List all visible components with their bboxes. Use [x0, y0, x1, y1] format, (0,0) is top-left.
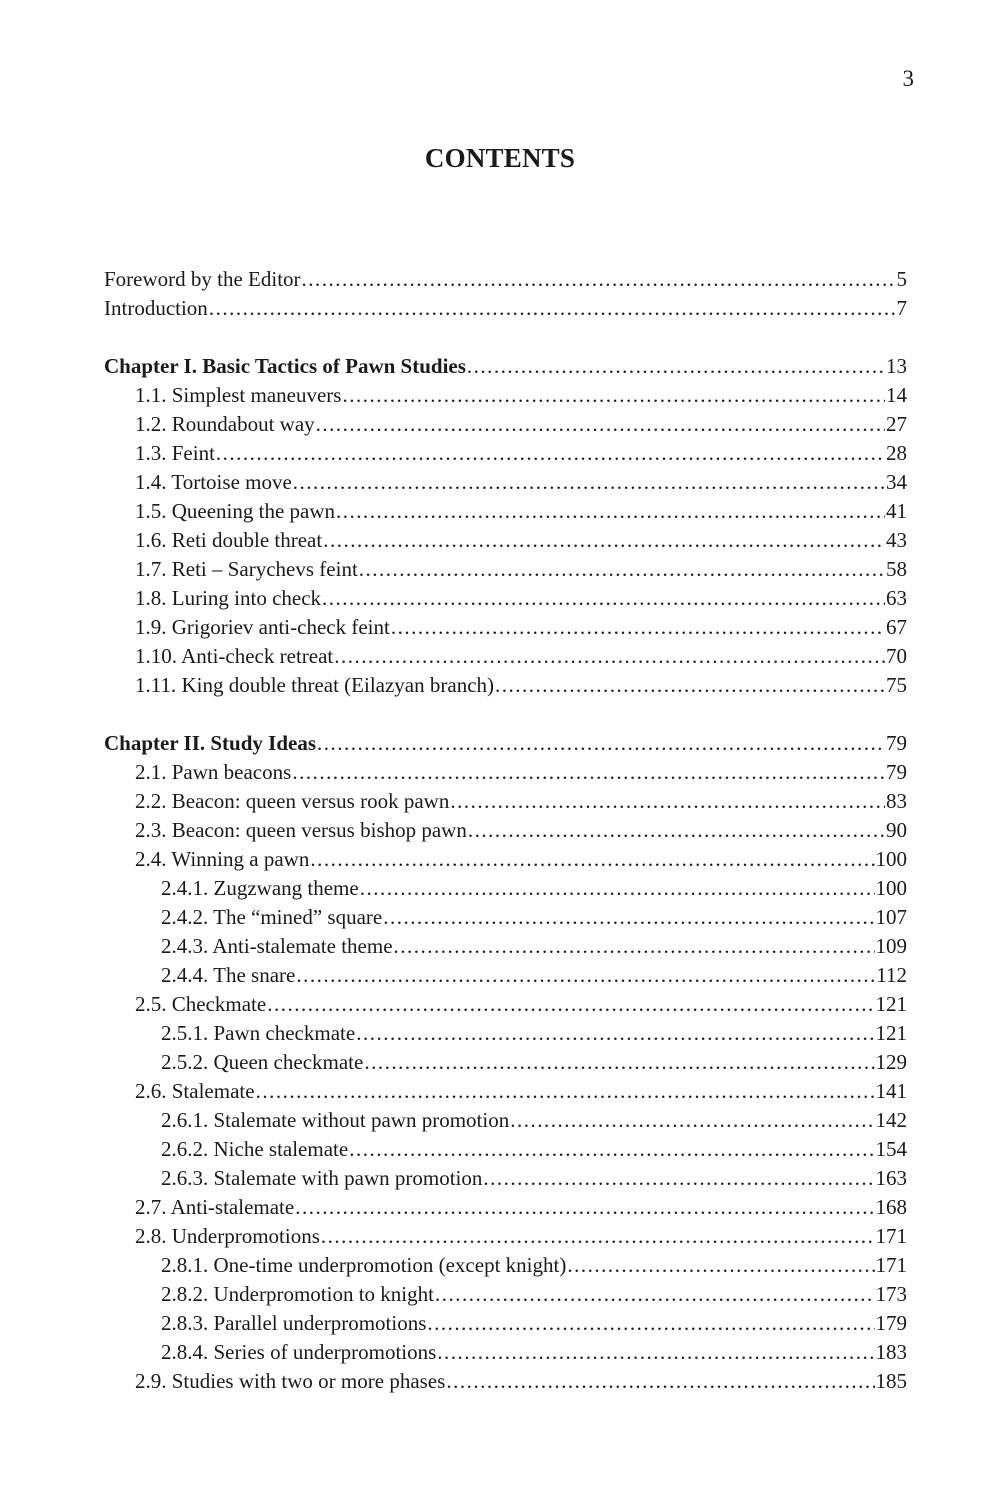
- dot-leader: [334, 642, 885, 671]
- dot-leader: [336, 497, 885, 526]
- toc-entry-page: 90: [886, 818, 907, 842]
- toc-entry-label: 1.3. Feint: [135, 441, 215, 465]
- toc-entry-page: 112: [876, 963, 907, 987]
- toc-entry-page: 34: [886, 470, 907, 494]
- toc-entry: [104, 874, 907, 903]
- toc-entry-page: 173: [875, 1282, 907, 1306]
- toc-entry: [104, 932, 907, 961]
- toc-entry: [104, 555, 907, 584]
- toc-entry-page: 28: [886, 441, 907, 465]
- toc-entry: [104, 1338, 907, 1367]
- dot-leader: [302, 265, 896, 294]
- dot-leader: [446, 1367, 874, 1396]
- toc-entry-label: Chapter I. Basic Tactics of Pawn Studies: [104, 354, 466, 378]
- toc-entry: [104, 497, 907, 526]
- toc-entry-label: 2.3. Beacon: queen versus bishop pawn: [135, 818, 467, 842]
- toc-entry-page: 67: [886, 615, 907, 639]
- toc-entry: [104, 990, 907, 1019]
- toc-entry: [104, 1222, 907, 1251]
- toc-entry-label: 2.4.1. Zugzwang theme: [161, 876, 359, 900]
- toc-entry-label: 2.1. Pawn beacons: [135, 760, 292, 784]
- page-number: 3: [902, 66, 914, 91]
- dot-leader: [567, 1251, 874, 1280]
- toc-entry: [104, 468, 907, 497]
- dot-leader: [349, 1135, 874, 1164]
- toc-entry-label: 2.5.1. Pawn checkmate: [161, 1021, 356, 1045]
- toc-entry-label: 2.4.4. The snare: [161, 963, 296, 987]
- dot-leader: [267, 990, 874, 1019]
- toc-entry: [104, 642, 907, 671]
- toc-entry-label: 2.5. Checkmate: [135, 992, 267, 1016]
- toc-entry-page: 185: [875, 1369, 907, 1393]
- table-of-contents: [104, 265, 907, 1396]
- dot-leader: [483, 1164, 874, 1193]
- toc-entry-page: 79: [886, 760, 907, 784]
- toc-entry-label: 2.6.1. Stalemate without pawn promotion: [161, 1108, 510, 1132]
- toc-entry-page: 171: [875, 1224, 907, 1248]
- toc-entry-label: 2.4.2. The “mined” square: [161, 905, 383, 929]
- dot-leader: [394, 932, 875, 961]
- toc-entry-label: 2.4. Winning a pawn: [135, 847, 310, 871]
- toc-entry-page: 79: [886, 731, 907, 755]
- toc-entry-label: 2.7. Anti-stalemate: [135, 1195, 295, 1219]
- toc-entry-label: Introduction: [104, 296, 208, 320]
- dot-leader: [296, 961, 875, 990]
- dot-leader: [310, 845, 874, 874]
- dot-leader: [317, 729, 885, 758]
- toc-entry-label: 1.6. Reti double threat: [135, 528, 323, 552]
- dot-leader: [495, 671, 885, 700]
- toc-entry: [104, 294, 907, 323]
- dot-leader: [437, 1338, 874, 1367]
- toc-group: [104, 265, 907, 323]
- dot-leader: [256, 1077, 875, 1106]
- toc-entry-label: Chapter II. Study Ideas: [104, 731, 316, 755]
- toc-entry-page: 83: [886, 789, 907, 813]
- dot-leader: [323, 526, 885, 555]
- toc-entry-label: 2.2. Beacon: queen versus rook pawn: [135, 789, 450, 813]
- toc-entry-page: 100: [875, 876, 907, 900]
- toc-entry-label: 1.7. Reti – Sarychevs feint: [135, 557, 358, 581]
- toc-entry: [104, 845, 907, 874]
- toc-entry: [104, 903, 907, 932]
- dot-leader: [510, 1106, 874, 1135]
- toc-entry-page: 13: [886, 354, 907, 378]
- toc-entry-label: 1.5. Queening the pawn: [135, 499, 336, 523]
- toc-entry-label: 2.6. Stalemate: [135, 1079, 255, 1103]
- toc-group: [104, 352, 907, 700]
- dot-leader: [360, 874, 875, 903]
- toc-entry-page: 142: [875, 1108, 907, 1132]
- toc-entry-label: 2.6.2. Niche stalemate: [161, 1137, 349, 1161]
- toc-entry-page: 129: [875, 1050, 907, 1074]
- toc-entry-page: 121: [875, 992, 907, 1016]
- toc-entry-label: 1.11. King double threat (Eilazyan branch): [135, 673, 495, 697]
- dot-leader: [467, 352, 885, 381]
- toc-entry: [104, 265, 907, 294]
- toc-entry-label: 1.8. Luring into check: [135, 586, 322, 610]
- dot-leader: [292, 758, 885, 787]
- toc-entry: [104, 758, 907, 787]
- toc-entry: [104, 1135, 907, 1164]
- toc-entry-page: 107: [875, 905, 907, 929]
- toc-entry-label: 2.8.3. Parallel underpromotions: [161, 1311, 427, 1335]
- toc-entry: [104, 1309, 907, 1338]
- dot-leader: [383, 903, 874, 932]
- dot-leader: [316, 410, 885, 439]
- toc-entry: [104, 1251, 907, 1280]
- toc-entry-label: 2.9. Studies with two or more phases: [135, 1369, 446, 1393]
- toc-entry-label: 2.8. Underpromotions: [135, 1224, 320, 1248]
- toc-entry: [104, 410, 907, 439]
- toc-entry: [104, 1048, 907, 1077]
- page-title: CONTENTS: [424, 143, 576, 173]
- toc-entry-page: 183: [875, 1340, 907, 1364]
- toc-entry-label: 1.9. Grigoriev anti-check feint: [135, 615, 390, 639]
- toc-entry: [104, 816, 907, 845]
- dot-leader: [321, 1222, 875, 1251]
- toc-entry-label: 1.4. Tortoise move: [135, 470, 292, 494]
- toc-entry-page: 179: [875, 1311, 907, 1335]
- toc-entry: [104, 1077, 907, 1106]
- toc-entry-page: 121: [875, 1021, 907, 1045]
- toc-entry-page: 5: [896, 267, 907, 291]
- toc-entry-page: 58: [886, 557, 907, 581]
- toc-entry: [104, 1164, 907, 1193]
- toc-group: [104, 729, 907, 1396]
- toc-entry-label: 2.8.2. Underpromotion to knight: [161, 1282, 434, 1306]
- toc-entry: [104, 613, 907, 642]
- toc-entry: [104, 1280, 907, 1309]
- toc-entry-label: 1.10. Anti-check retreat: [135, 644, 334, 668]
- toc-entry-page: 7: [896, 296, 907, 320]
- toc-entry: [104, 1367, 907, 1396]
- dot-leader: [391, 613, 885, 642]
- dot-leader: [356, 1019, 874, 1048]
- toc-entry-page: 27: [886, 412, 907, 436]
- dot-leader: [359, 555, 885, 584]
- toc-entry-page: 43: [886, 528, 907, 552]
- dot-leader: [450, 787, 885, 816]
- toc-entry-page: 100: [875, 847, 907, 871]
- toc-entry-page: 141: [875, 1079, 907, 1103]
- dot-leader: [322, 584, 885, 613]
- toc-entry-label: 1.2. Roundabout way: [135, 412, 315, 436]
- dot-leader: [293, 468, 885, 497]
- dot-leader: [295, 1193, 874, 1222]
- toc-entry-page: 154: [875, 1137, 907, 1161]
- toc-entry: [104, 787, 907, 816]
- toc-entry-label: Foreword by the Editor: [104, 267, 301, 291]
- toc-chapter-entry: [104, 352, 907, 381]
- dot-leader: [435, 1280, 875, 1309]
- toc-entry-label: 2.8.1. One-time underpromotion (except knight): [161, 1253, 567, 1277]
- toc-entry: [104, 961, 907, 990]
- toc-entry-page: 14: [886, 383, 907, 407]
- toc-entry: [104, 439, 907, 468]
- toc-entry: [104, 1019, 907, 1048]
- toc-entry: [104, 1193, 907, 1222]
- toc-entry: [104, 671, 907, 700]
- toc-entry: [104, 526, 907, 555]
- dot-leader: [216, 439, 885, 468]
- toc-entry: [104, 584, 907, 613]
- toc-entry-label: 2.5.2. Queen checkmate: [161, 1050, 364, 1074]
- dot-leader: [468, 816, 885, 845]
- toc-entry-label: 2.6.3. Stalemate with pawn promotion: [161, 1166, 483, 1190]
- toc-entry-page: 70: [886, 644, 907, 668]
- dot-leader: [427, 1309, 874, 1338]
- dot-leader: [342, 381, 885, 410]
- toc-entry: [104, 381, 907, 410]
- toc-entry-page: 109: [875, 934, 907, 958]
- toc-entry-page: 168: [875, 1195, 907, 1219]
- toc-entry-label: 1.1. Simplest maneuvers: [135, 383, 342, 407]
- toc-entry-page: 171: [875, 1253, 907, 1277]
- toc-entry-page: 63: [886, 586, 907, 610]
- toc-entry-label: 2.8.4. Series of underpromotions: [161, 1340, 437, 1364]
- toc-entry-page: 75: [886, 673, 907, 697]
- dot-leader: [364, 1048, 874, 1077]
- dot-leader: [209, 294, 896, 323]
- toc-chapter-entry: [104, 729, 907, 758]
- toc-entry: [104, 1106, 907, 1135]
- toc-entry-page: 41: [886, 499, 907, 523]
- toc-entry-label: 2.4.3. Anti-stalemate theme: [161, 934, 393, 958]
- toc-entry-page: 163: [875, 1166, 907, 1190]
